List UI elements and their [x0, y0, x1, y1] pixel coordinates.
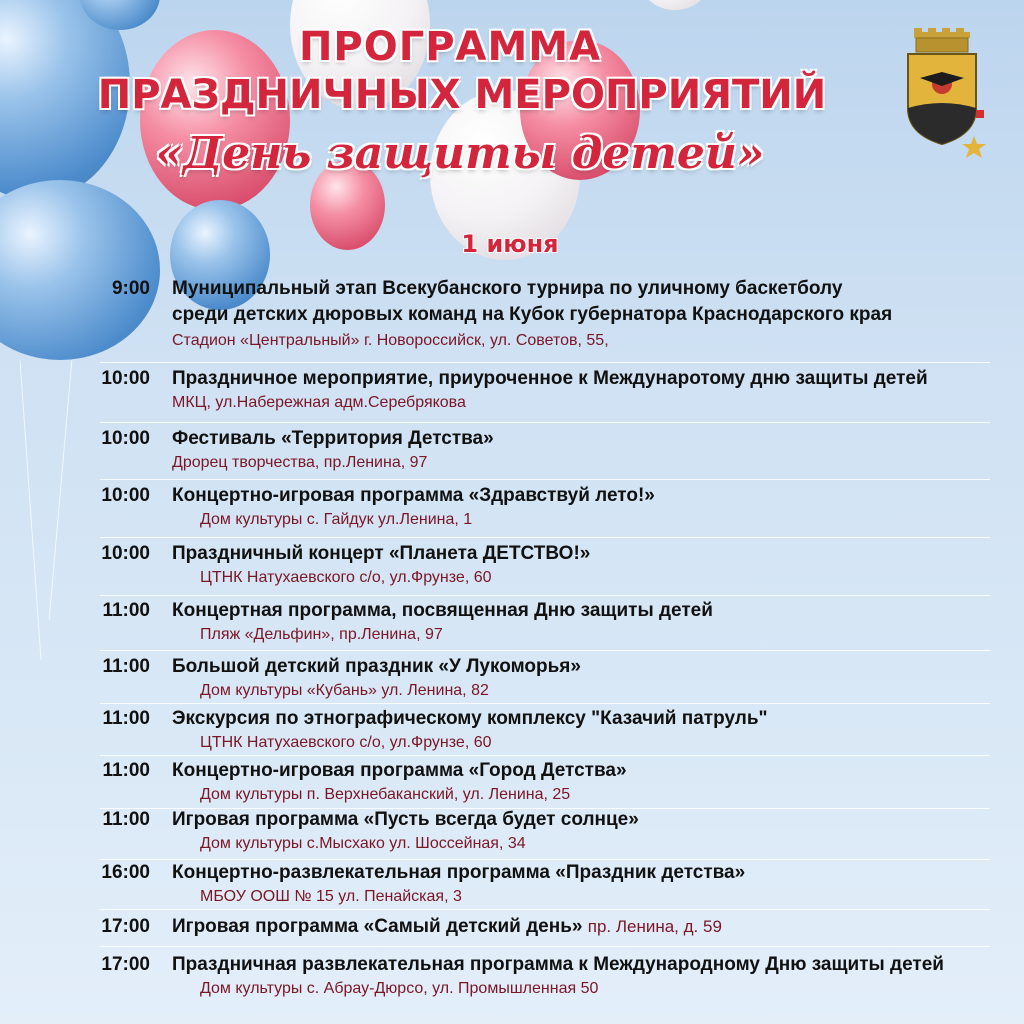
event-venue: Дом культуры п. Верхнебаканский, ул. Ленина, 25 [200, 786, 571, 803]
event-time: 10:00 [101, 543, 150, 564]
event-time: 11:00 [102, 809, 150, 830]
balloon-blue-mid [0, 180, 160, 360]
page-subtitle: «День защиты детей» [155, 128, 765, 179]
event-title: Большой детский праздник «У Лукоморья» [172, 656, 581, 677]
event-time: 16:00 [101, 862, 150, 883]
event-venue: Дом культуры с. Абрау-Дюрсо, ул. Промышленная 50 [200, 980, 599, 997]
event-venue: Дрорец творчества, пр.Ленина, 97 [172, 454, 428, 471]
event-title: Праздничный концерт «Планета ДЕТСТВО!» [172, 543, 591, 564]
event-title: Экскурсия по этнографическому комплексу "Казачий патруль" [172, 708, 768, 729]
balloon-white-top [640, 0, 710, 10]
event-title: Концертная программа, посвященная Дню защиты детей [172, 600, 713, 621]
event-title: Фестиваль «Территория Детства» [172, 428, 494, 449]
event-title: Концертно-игровая программа «Здравствуй лето!» [172, 485, 655, 506]
divider [100, 362, 990, 363]
event-time: 10:00 [101, 368, 150, 389]
event-venue: МБОУ ООШ № 15 ул. Пенайская, 3 [200, 888, 462, 905]
event-title-text: Игровая программа «Самый детский день» [172, 916, 583, 937]
event-title: Муниципальный этап Всекубанского турнира по уличному баскетболу среди детских дюровых команд на Кубок губернатора Краснодарского края [172, 278, 893, 325]
event-time: 10:00 [101, 428, 150, 449]
event-date: 1 июня [461, 230, 559, 258]
event-title: Концертно-игровая программа «Город Детства» [172, 760, 627, 781]
divider [100, 422, 990, 423]
balloon-string [20, 360, 42, 659]
event-venue: МКЦ, ул.Набережная адм.Серебрякова [172, 394, 466, 411]
event-venue: ЦТНК Натухаевского с/о, ул.Фрунзе, 60 [200, 734, 492, 751]
divider [100, 479, 990, 480]
event-title: Праздничная развлекательная программа к Международному Дню защиты детей [172, 954, 944, 975]
divider [100, 703, 990, 704]
event-venue: Дом культуры с. Гайдук ул.Ленина, 1 [200, 511, 473, 528]
divider [100, 946, 990, 947]
divider [100, 595, 990, 596]
event-title: Праздничное мероприятие, приуроченное к Междунаротому дню защиты детей [172, 368, 928, 389]
event-time: 11:00 [102, 760, 150, 781]
city-coat-of-arms-icon [902, 28, 992, 168]
event-time: 11:00 [102, 656, 150, 677]
event-time: 10:00 [101, 485, 150, 506]
event-title [172, 914, 1012, 940]
event-venue: Пляж «Дельфин», пр.Ленина, 97 [200, 626, 443, 643]
event-time: 11:00 [102, 600, 150, 621]
divider [100, 755, 990, 756]
event-title: Концертно-развлекательная программа «Праздник детства» [172, 862, 746, 883]
event-time: 17:00 [101, 954, 150, 975]
event-venue: Дом культуры «Кубань» ул. Ленина, 82 [200, 682, 489, 699]
event-venue: Дом культуры с.Мысхако ул. Шоссейная, 34 [200, 835, 526, 852]
divider [100, 650, 990, 651]
page-title-line2: ПРАЗДНИЧНЫХ МЕРОПРИЯТИЙ [97, 72, 827, 118]
event-title: Игровая программа «Пусть всегда будет солнце» [172, 809, 639, 830]
page-title: ПРОГРАММА [298, 24, 602, 70]
event-time: 11:00 [102, 708, 150, 729]
divider [100, 537, 990, 538]
event-venue: пр. Ленина, д. 59 [587, 917, 722, 936]
event-venue: Стадион «Центральный» г. Новороссийск, ул. Советов, 55, [172, 332, 609, 349]
event-venue: ЦТНК Натухаевского с/о, ул.Фрунзе, 60 [200, 569, 492, 586]
event-time: 17:00 [101, 916, 150, 937]
event-time: 9:00 [111, 278, 150, 299]
divider [100, 909, 990, 910]
